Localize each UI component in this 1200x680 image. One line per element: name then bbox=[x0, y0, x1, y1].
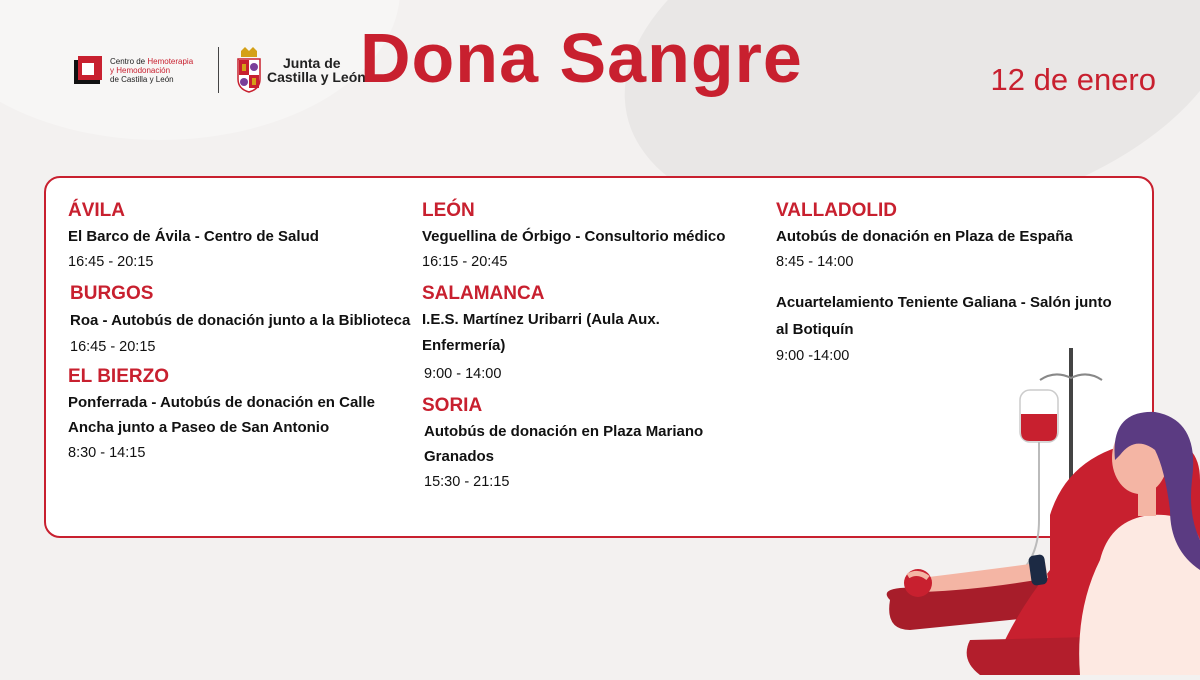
province-name: SALAMANCA bbox=[422, 283, 545, 304]
province-entry bbox=[422, 393, 767, 495]
jcyl-shield-icon bbox=[235, 47, 263, 93]
time-range: 16:45 - 20:15 bbox=[68, 254, 154, 270]
time-range: 16:45 - 20:15 bbox=[70, 339, 156, 355]
time-range: 9:00 - 14:00 bbox=[424, 366, 502, 382]
header-logos bbox=[72, 40, 366, 100]
province-entry bbox=[422, 281, 767, 389]
time-range: 9:00 -14:00 bbox=[776, 348, 850, 364]
place-name: El Barco de Ávila - Centro de Salud bbox=[68, 228, 319, 245]
province-entry bbox=[68, 281, 413, 360]
time-range: 16:15 - 20:45 bbox=[422, 254, 508, 270]
province-name: EL BIERZO bbox=[68, 366, 169, 387]
province-entry bbox=[68, 198, 413, 275]
time-range: 8:30 - 14:15 bbox=[68, 445, 146, 461]
event-date: 12 de enero bbox=[990, 62, 1156, 97]
schedule-column-1 bbox=[68, 198, 413, 466]
logo-divider bbox=[218, 47, 219, 93]
page-title: Dona Sangre bbox=[360, 19, 803, 97]
iv-bag-icon bbox=[1020, 390, 1058, 442]
time-range: 15:30 - 21:15 bbox=[424, 474, 510, 490]
province-name: SORIA bbox=[422, 395, 483, 416]
schedule-column-2 bbox=[422, 198, 767, 495]
blood-donation-illustration-icon bbox=[870, 340, 1200, 675]
place-name: Roa - Autobús de donación junto a la Biblioteca bbox=[70, 312, 411, 329]
place-name: I.E.S. Martínez Uribarri (Aula Aux. Enfermería) bbox=[422, 311, 660, 354]
province-entry bbox=[68, 364, 413, 466]
province-name: ÁVILA bbox=[68, 200, 125, 221]
time-range: 8:45 - 14:00 bbox=[776, 254, 854, 270]
cht-logo-icon bbox=[72, 54, 104, 86]
province-entry bbox=[422, 198, 767, 275]
place-name: Autobús de donación en Plaza de España bbox=[776, 228, 1073, 245]
cht-logo bbox=[72, 54, 208, 86]
province-name: VALLADOLID bbox=[776, 200, 898, 221]
province-name: BURGOS bbox=[70, 283, 154, 304]
jcyl-logo bbox=[235, 47, 366, 93]
cht-logo-text: Centro de Hemoterapia y Hemodonación de Castilla y León bbox=[110, 56, 194, 84]
place-name: Autobús de donación en Plaza Mariano Granados bbox=[424, 423, 704, 465]
place-name: Veguellina de Órbigo - Consultorio médico bbox=[422, 228, 726, 245]
province-name: LEÓN bbox=[422, 200, 475, 221]
place-name: Ponferrada - Autobús de donación en Calle Ancha junto a Paseo de San Antonio bbox=[68, 394, 375, 436]
place-name: Acuartelamiento Teniente Galiana - Salón junto al Botiquín bbox=[776, 294, 1112, 338]
jcyl-logo-text: Junta de Castilla y León bbox=[267, 55, 366, 85]
